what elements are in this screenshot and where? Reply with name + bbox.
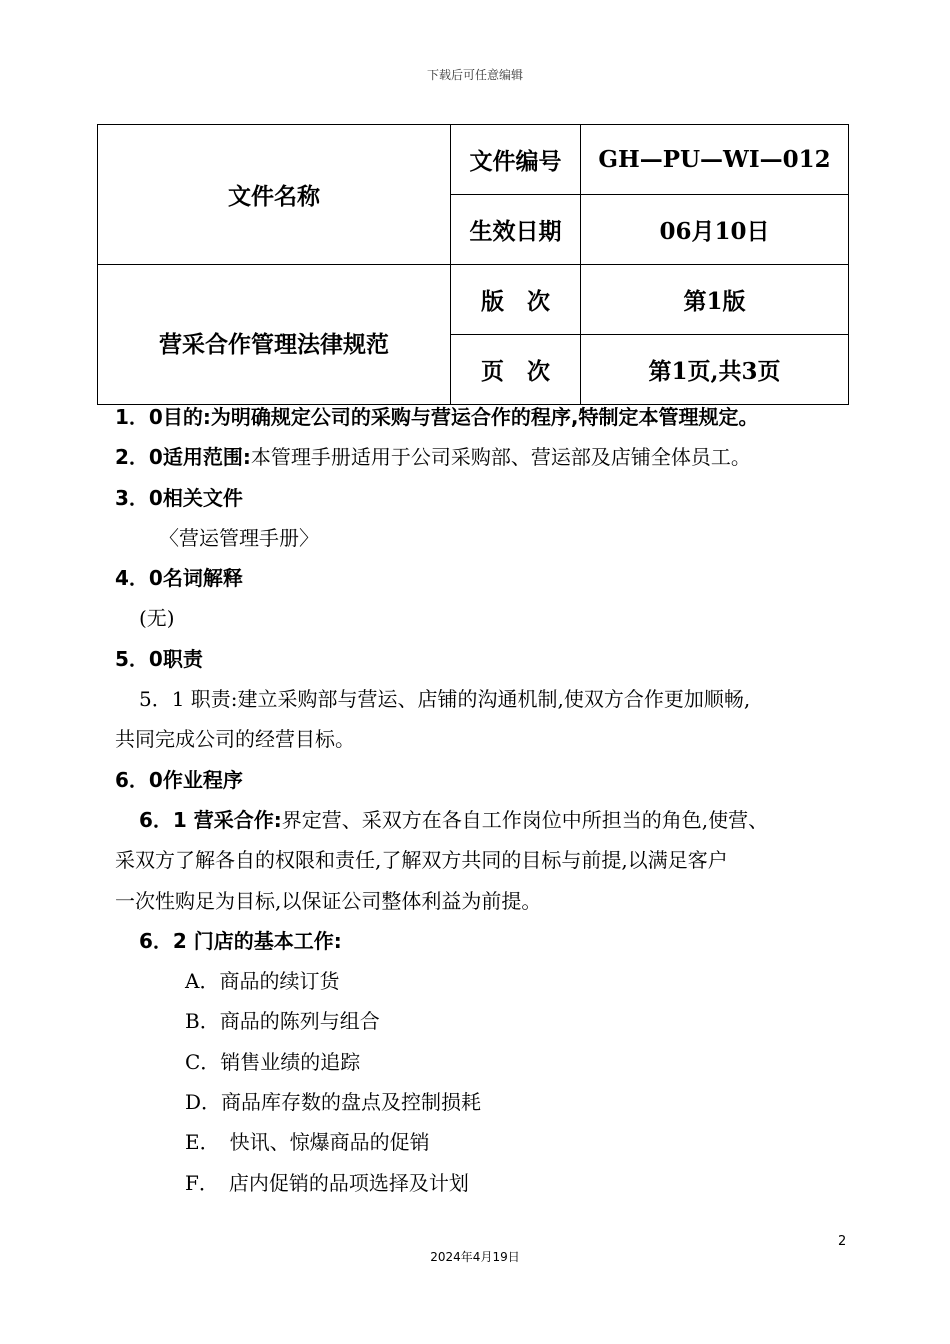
file-no-label: 文件编号 bbox=[451, 125, 581, 195]
section-1-text: 为明确规定公司的采购与营运合作的程序,特制定本管理规定。 bbox=[210, 405, 759, 429]
file-no-value: GH—PU—WI—012 bbox=[581, 125, 849, 195]
document-body bbox=[115, 397, 875, 1203]
page-number: 2 bbox=[838, 1234, 847, 1249]
section-6-1-line-1 bbox=[115, 800, 875, 840]
page-label: 页 次 bbox=[451, 335, 581, 405]
edition-value: 第1版 bbox=[581, 265, 849, 335]
edition-label: 版 次 bbox=[451, 265, 581, 335]
file-name-label: 文件名称 bbox=[98, 125, 451, 265]
section-5-line-1: 5．1 职责:建立采购部与营运、店铺的沟通机制,使双方合作更加顺畅, bbox=[139, 687, 751, 712]
document-info-table bbox=[97, 124, 849, 405]
document-title: 营采合作管理法律规范 bbox=[98, 265, 451, 405]
section-4-item: (无) bbox=[139, 606, 175, 631]
section-6-1-line-2: 采双方了解各自的权限和责任,了解双方共同的目标与前提,以满足客户 bbox=[115, 848, 728, 873]
list-item: C．销售业绩的追踪 bbox=[185, 1049, 361, 1074]
section-1 bbox=[115, 397, 875, 437]
section-5-title: 5．0职责 bbox=[115, 646, 203, 671]
section-5-line-2: 共同完成公司的经营目标。 bbox=[115, 727, 355, 752]
section-1-title: 1．0目的: bbox=[115, 405, 211, 429]
section-6-1-line-3: 一次性购足为目标,以保证公司整体利益为前提。 bbox=[115, 888, 542, 913]
list-item: A．商品的续订货 bbox=[185, 969, 340, 994]
list-item: D．商品库存数的盘点及控制损耗 bbox=[185, 1090, 482, 1115]
section-2-title: 2．0适用范围: bbox=[115, 445, 251, 470]
section-6-1-text: 界定营、采双方在各自工作岗位中所担当的角色,使营、 bbox=[281, 807, 769, 832]
section-2 bbox=[115, 437, 875, 477]
list-item: B．商品的陈列与组合 bbox=[185, 1009, 380, 1034]
section-4-title: 4．0名词解释 bbox=[115, 566, 243, 591]
effective-date-value: 06月10日 bbox=[581, 195, 849, 265]
section-6-2-title: 6．2 门店的基本工作: bbox=[139, 928, 342, 953]
section-3-item: 〈营运管理手册〉 bbox=[159, 525, 319, 550]
page-value: 第1页,共3页 bbox=[581, 335, 849, 405]
section-6-1-label: 6．1 营采合作: bbox=[139, 807, 282, 832]
section-6-title: 6．0作业程序 bbox=[115, 767, 243, 792]
effective-date-label: 生效日期 bbox=[451, 195, 581, 265]
header-note: 下载后可任意编辑 bbox=[426, 68, 523, 82]
section-2-text: 本管理手册适用于公司采购部、营运部及店铺全体员工。 bbox=[250, 445, 751, 470]
section-3-title: 3．0相关文件 bbox=[115, 485, 243, 510]
list-item: E． 快讯、惊爆商品的促销 bbox=[185, 1130, 430, 1155]
footer-date: 2024年4月19日 bbox=[430, 1250, 520, 1264]
list-item: F． 店内促销的品项选择及计划 bbox=[185, 1170, 469, 1195]
